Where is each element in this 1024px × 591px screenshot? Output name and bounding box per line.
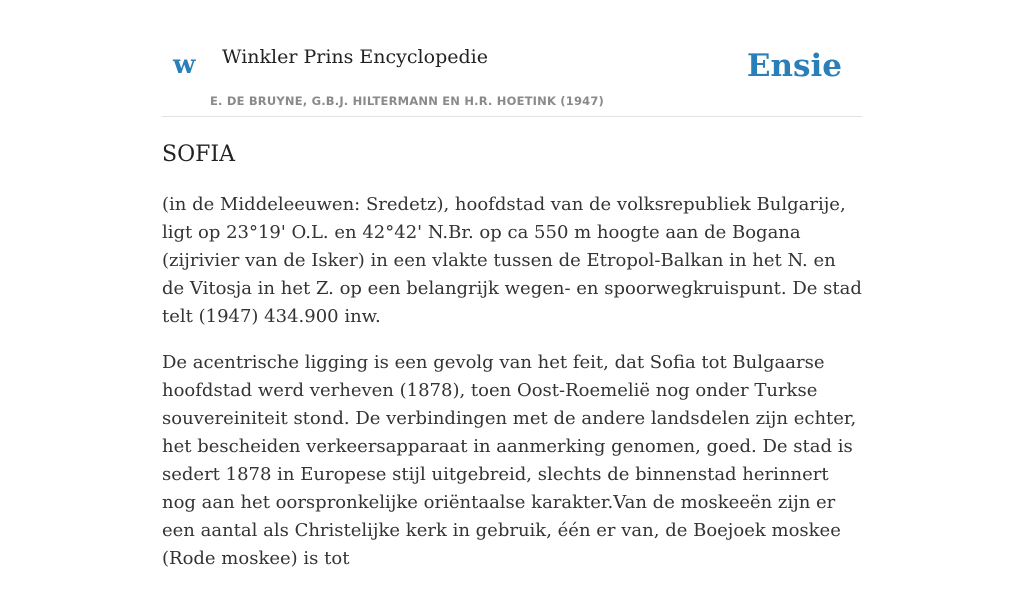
authors-byline: E. DE BRUYNE, G.B.J. HILTERMANN EN H.R. HOETINK (1947) <box>210 94 605 108</box>
article-body <box>162 138 862 591</box>
article-paragraph: De acentrische ligging is een gevolg van het feit, dat Sofia tot Bulgaarse hoofdstad werd verheven (1878), toen Oost-Roemelië nog onder Turkse souvereiniteit stond. De verbindingen met de andere landsdelen zijn echter, het bescheiden verkeersapparaat in aanmerking genomen, goed. De stad is sedert 1878 in Europese stijl uitgebreid, slechts de binnenstad herinnert nog aan het oorspronkelijke oriëntaalse karakter.Van de moskeeën zijn er een aantal als Christelijke kerk in gebruik, één er van, de Boejoek moskee (Rode moskee) is tot <box>162 352 857 569</box>
encyclopedia-title-link[interactable]: Winkler Prins Encyclopedie <box>222 46 488 68</box>
article-paragraph: (in de Middeleeuwen: Sredetz), hoofdstad van de volksrepubliek Bulgarije, ligt op 23°19' O.L. en 42°42' N.Br. op ca 550 m hoogte aan de Bogana (zijrivier van de Isker) in een vlakte tussen de Etropol-Balkan in het N. en de Vitosja in het Z. op een belangrijk wegen- en spoorwegkruispunt. De stad telt (1947) 434.900 inw. <box>162 194 862 327</box>
ensie-brand-logo[interactable]: Ensie <box>746 48 842 84</box>
encyclopedia-logo-icon[interactable]: w <box>173 50 196 80</box>
article-title: SOFIA <box>162 142 235 167</box>
site-header <box>162 0 862 117</box>
